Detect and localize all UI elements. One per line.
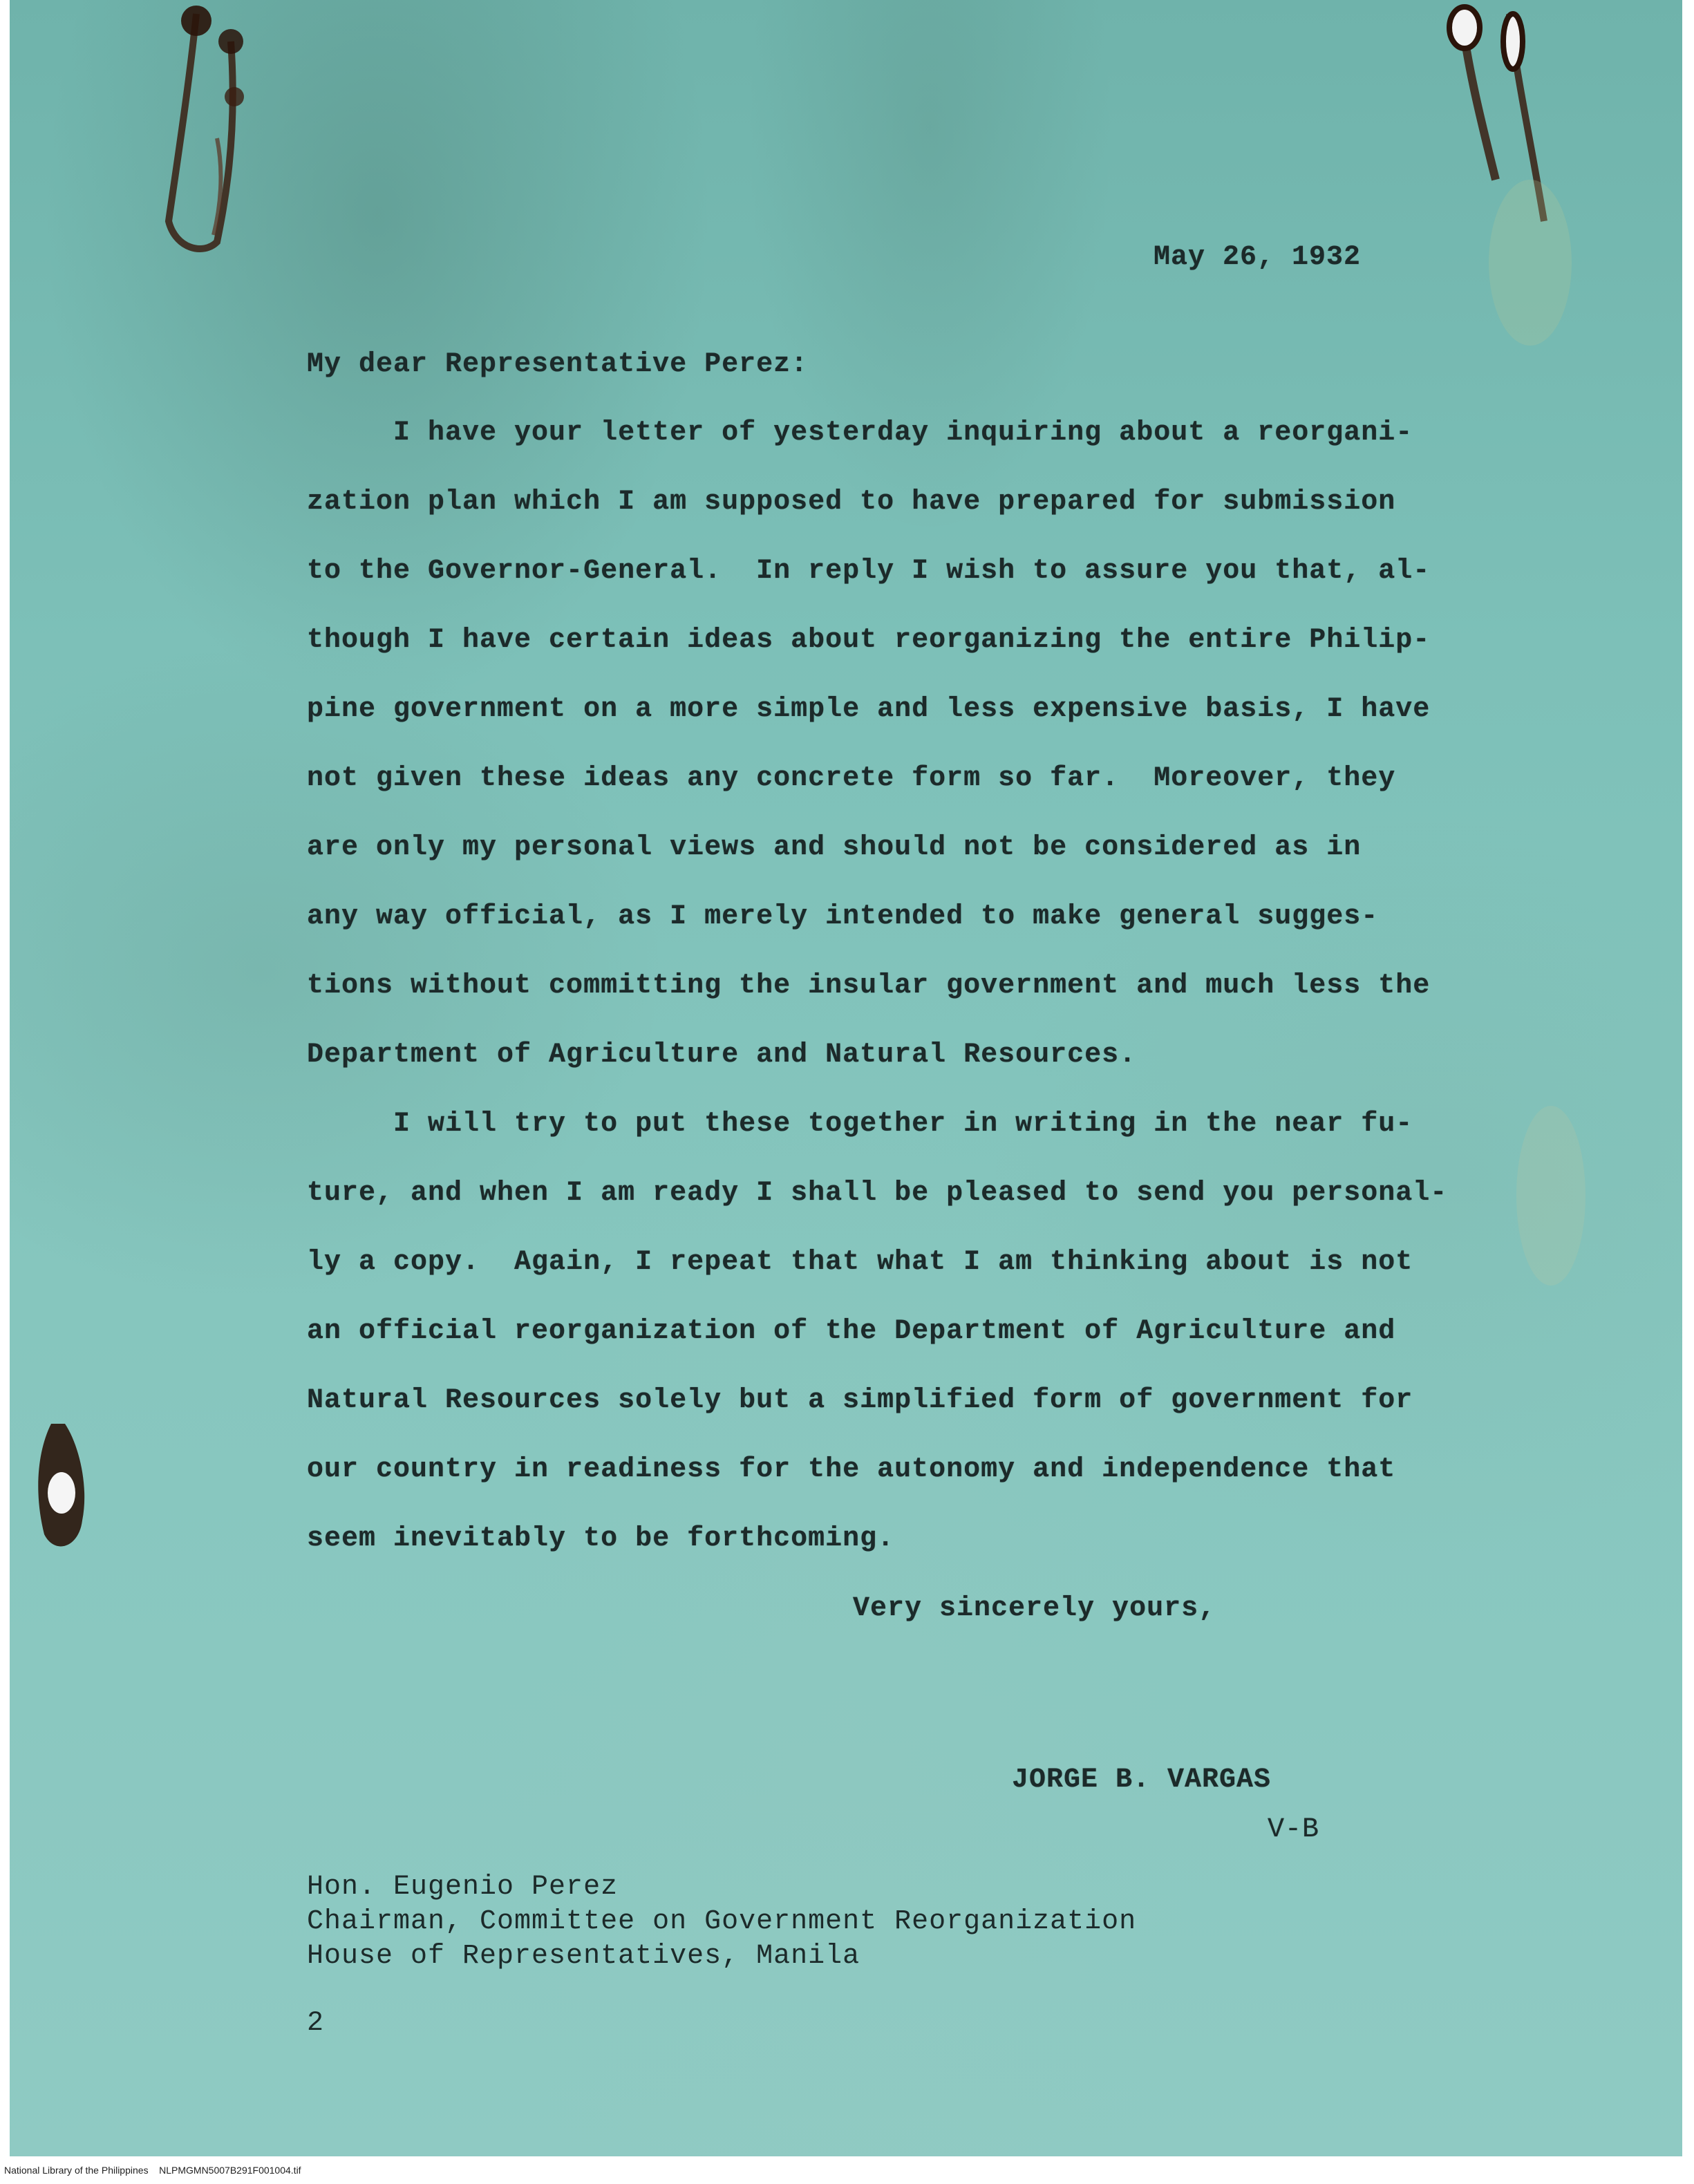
paragraph-2-line: Natural Resources solely but a simplified form of government for [307, 1385, 1413, 1416]
recipient-name: Hon. Eugenio Perez [307, 1872, 619, 1903]
paragraph-1-line: though I have certain ideas about reorganizing the entire Philip- [307, 625, 1431, 656]
paragraph-1-line: zation plan which I am supposed to have prepared for submission [307, 487, 1396, 518]
paragraph-1-line: not given these ideas any concrete form so far. Moreover, they [307, 763, 1396, 794]
paper-stain [1516, 1106, 1585, 1286]
typist-initials: V-B [1268, 1814, 1320, 1845]
letter-paper [10, 0, 1682, 2156]
archive-footer: National Library of the Philippines NLPMGMN5007B291F001004.tif [4, 2165, 301, 2176]
paragraph-1-line: pine government on a more simple and less expensive basis, I have [307, 694, 1431, 725]
paragraph-1-line: I have your letter of yesterday inquiring about a reorgani- [307, 417, 1413, 449]
signature-name: JORGE B. VARGAS [1012, 1764, 1272, 1796]
paragraph-2-line: ture, and when I am ready I shall be pleased to send you personal- [307, 1178, 1448, 1209]
paragraph-1-line: to the Governor-General. In reply I wish to assure you that, al- [307, 556, 1431, 587]
closing: Very sincerely yours, [853, 1593, 1216, 1624]
paragraph-1-line: Department of Agriculture and Natural Resources. [307, 1039, 1137, 1071]
burn-hole-left [23, 1410, 106, 1562]
staple-mark-top-left [148, 0, 286, 276]
paragraph-1-line: are only my personal views and should not be considered as in [307, 832, 1362, 863]
page-number: 2 [307, 2008, 325, 2039]
paragraph-2-line: an official reorganization of the Department of Agriculture and [307, 1316, 1396, 1347]
paragraph-1-line: tions without committing the insular government and much less the [307, 970, 1431, 1001]
salutation: My dear Representative Perez: [307, 349, 809, 380]
recipient-address: House of Representatives, Manila [307, 1941, 860, 1972]
letter-date: May 26, 1932 [1154, 242, 1362, 273]
paragraph-2-line: I will try to put these together in writing in the near fu- [307, 1109, 1413, 1140]
paper-stain [1489, 180, 1572, 346]
recipient-title: Chairman, Committee on Government Reorganization [307, 1906, 1137, 1937]
paragraph-2-line: ly a copy. Again, I repeat that what I am thinking about is not [307, 1247, 1413, 1278]
paragraph-2-line: seem inevitably to be forthcoming. [307, 1523, 895, 1554]
paragraph-1-line: any way official, as I merely intended to make general sugges- [307, 901, 1379, 932]
paragraph-2-line: our country in readiness for the autonomy and independence that [307, 1454, 1396, 1485]
